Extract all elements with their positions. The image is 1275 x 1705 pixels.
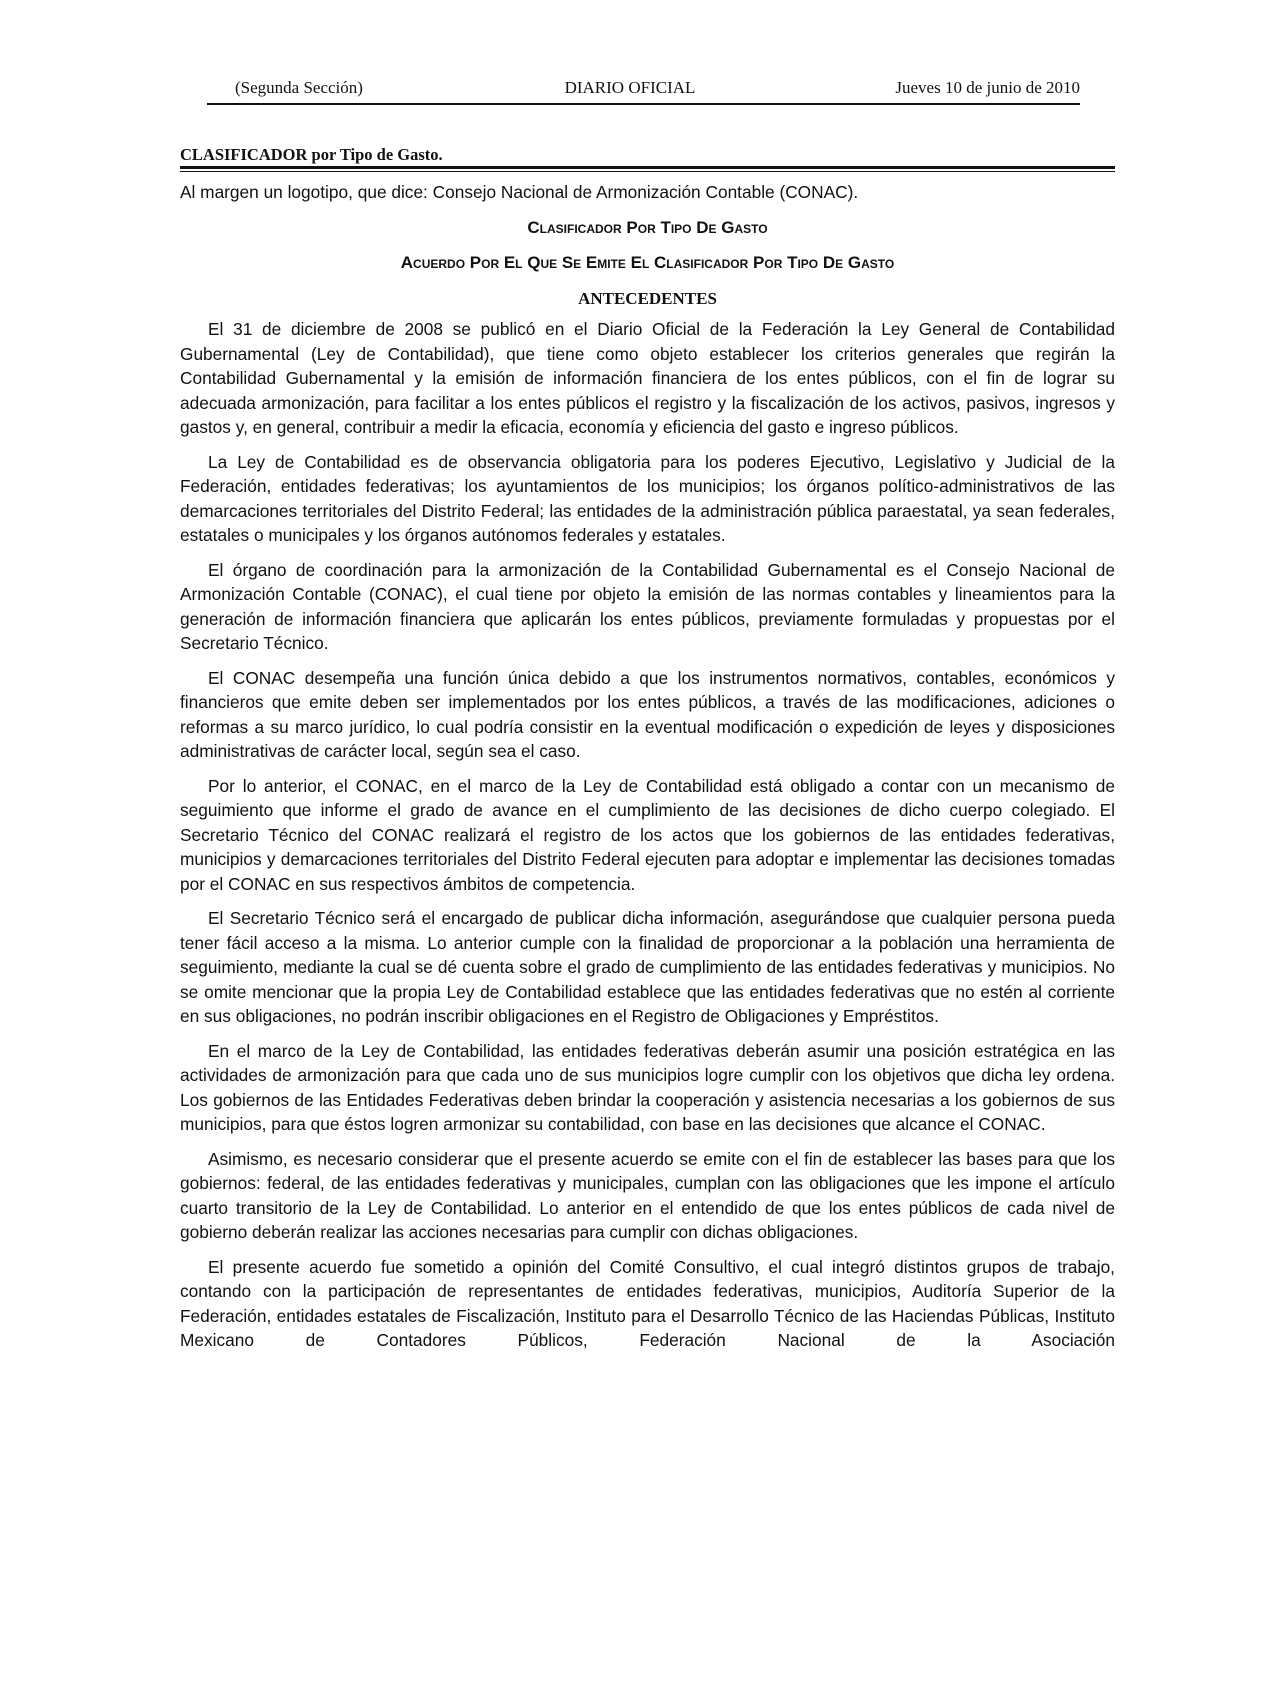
paragraph: Por lo anterior, el CONAC, en el marco de la Ley de Contabilidad está obligado a contar con un mecanismo de seguimiento que informe el grado de avance en el cumplimiento de las decisiones de dicho cuerpo colegiado. El Secretario Técnico del CONAC realizará el registro de los actos que los gobiernos de las entidades federativas, municipios y demarcaciones territoriales del Distrito Federal ejecuten para adoptar e implementar las decisiones tomadas por el CONAC en sus respectivos ámbitos de competencia. — [180, 775, 1115, 894]
paragraph: El órgano de coordinación para la armonización de la Contabilidad Gubernamental es el Consejo Nacional de Armonización Contable (CONAC), el cual tiene por objeto la emisión de las normas contables y lineamientos para la generación de información financiera que aplicarán los entes públicos, previamente formuladas y propuestas por el Secretario Técnico. — [180, 559, 1115, 653]
section-title: CLASIFICADOR por Tipo de Gasto. — [180, 145, 443, 164]
heading-clasificador: Clasificador Por Tipo De Gasto — [527, 217, 768, 237]
paragraph: El presente acuerdo fue sometido a opinión del Comité Consultivo, el cual integró distintos grupos de trabajo, contando con la participación de representantes de entidades federativas, municipios, Auditoría Superior de la Federación, entidades estatales de Fiscalización, Instituto para el Desarrollo Técnico de las Haciendas Públicas, Instituto Mexicano de Contadores Públicos, Federación Nacional de la Asociación — [180, 1256, 1115, 1350]
paragraph: Asimismo, es necesario considerar que el presente acuerdo se emite con el fin de establecer las bases para que los gobiernos: federal, de las entidades federativas y municipales, cumplan con las obligaciones que les impone el artículo cuarto transitorio de la Ley de Contabilidad. Lo anterior en el entendido de que los entes públicos de cada nivel de gobierno deberán realizar las acciones necesarias para cumplir con dichas obligaciones. — [180, 1148, 1115, 1242]
header-newspaper-name: DIARIO OFICIAL — [564, 78, 696, 97]
intro-line: Al margen un logotipo, que dice: Consejo Nacional de Armonización Contable (CONAC). — [180, 182, 859, 202]
paragraph: El 31 de diciembre de 2008 se publicó en el Diario Oficial de la Federación la Ley General de Contabilidad Gubernamental (Ley de Contabilidad), que tiene como objeto establecer los criterios generales que regirán la Contabilidad Gubernamental y la emisión de información financiera de los entes públicos, con el fin de lograr su adecuada armonización, para facilitar a los entes públicos el registro y la fiscalización de los activos, pasivos, ingresos y gastos y, en general, contribuir a medir la eficacia, economía y eficiencia del gasto e ingreso públicos. — [180, 319, 1115, 437]
section-rule-thick — [180, 166, 1115, 169]
heading-antecedentes: ANTECEDENTES — [578, 288, 717, 308]
header-section: (Segunda Sección) — [235, 78, 363, 97]
paragraph: La Ley de Contabilidad es de observancia obligatoria para los poderes Ejecutivo, Legislativo y Judicial de la Federación, entidades federativas; los ayuntamientos de los municipios; los órganos político-administrativos de las demarcaciones territoriales del Distrito Federal; las entidades de la administración pública paraestatal, ya sean federales, estatales o municipales y los órganos autónomos federales y estatales. — [180, 451, 1115, 545]
heading-acuerdo: Acuerdo Por El Que Se Emite El Clasificador Por Tipo De Gasto — [400, 253, 895, 272]
paragraph: El Secretario Técnico será el encargado de publicar dicha información, asegurándose que cualquier persona pueda tener fácil acceso a la misma. Lo anterior cumple con la finalidad de proporcionar a la población una herramienta de seguimiento, mediante la cual se dé cuenta sobre el grado de cumplimiento de las entidades federativas y municipios. No se omite mencionar que la propia Ley de Contabilidad establece que las entidades federativas que no estén al corriente en sus obligaciones, no podrán inscribir obligaciones en el Registro de Obligaciones y Empréstitos. — [180, 908, 1115, 1026]
page-header — [180, 78, 1080, 102]
header-date: Jueves 10 de junio de 2010 — [895, 78, 1080, 97]
paragraph: En el marco de la Ley de Contabilidad, las entidades federativas deberán asumir una posición estratégica en las actividades de armonización para que cada uno de sus municipios logre cumplir con los objetivos que dicha ley ordena. Los gobiernos de las Entidades Federativas deben brindar la cooperación y asistencia necesarias a los gobiernos de sus municipios, para que éstos logren armonizar su contabilidad, con base en las decisiones que alcance el CONAC. — [180, 1040, 1115, 1134]
paragraph: El CONAC desempeña una función única debido a que los instrumentos normativos, contables, económicos y financieros que emite deben ser implementados por los entes públicos, a través de las modificaciones, adiciones o reformas a su marco jurídico, lo cual podría consistir en la eventual modificación o expedición de leyes y disposiciones administrativas de carácter local, según sea el caso. — [180, 667, 1115, 761]
section-rule-thin — [180, 171, 1115, 172]
document-body — [180, 180, 1115, 1363]
header-rule — [207, 103, 1080, 105]
